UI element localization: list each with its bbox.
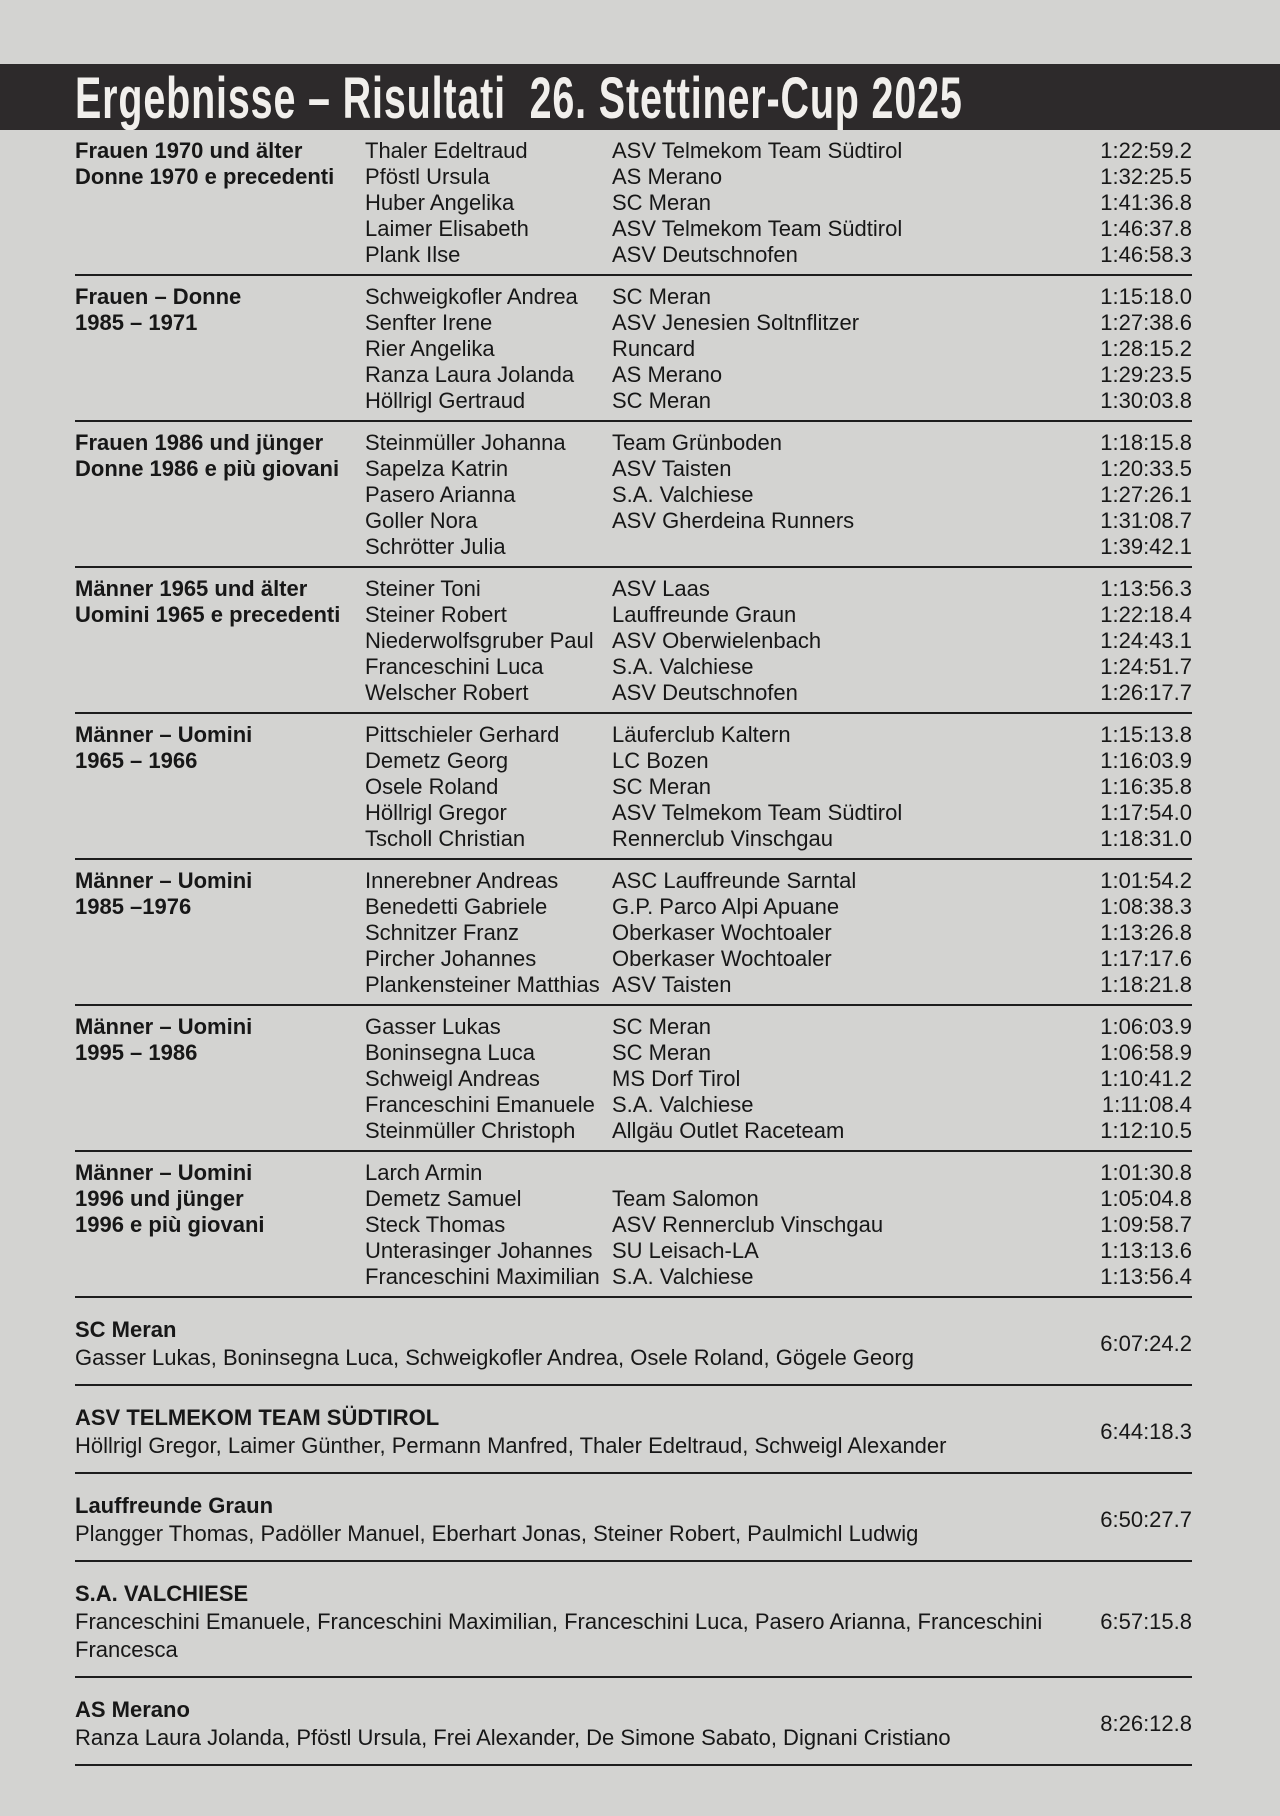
team-members: Ranza Laura Jolanda, Pföstl Ursula, Frei Alexander, De Simone Sabato, Dignani Cristiano [75, 1725, 951, 1750]
result-row [365, 430, 1192, 456]
runner-team: Läuferclub Kaltern [612, 722, 791, 747]
result-row [365, 482, 1192, 508]
team-total-time: 6:07:24.2 [1100, 1331, 1192, 1356]
team-total-time: 6:50:27.7 [1100, 1507, 1192, 1532]
category-section [75, 568, 1192, 712]
result-row [365, 748, 1192, 774]
result-row [365, 800, 1192, 826]
runner-team: SC Meran [612, 190, 712, 215]
runner-time: 1:27:38.6 [1100, 310, 1192, 335]
result-rows [365, 284, 1192, 414]
runner-team: Team Salomon [612, 1186, 759, 1211]
category-line: Männer – Uomini [75, 1160, 253, 1185]
runner-time: 1:08:38.3 [1100, 894, 1192, 919]
runner-time: 1:13:56.4 [1100, 1264, 1192, 1289]
category-line: 1985 – 1971 [75, 310, 198, 335]
result-row [365, 972, 1192, 998]
result-row [365, 138, 1192, 164]
category-label [75, 284, 365, 414]
runner-time: 1:12:10.5 [1100, 1118, 1192, 1143]
category-label [75, 430, 365, 560]
runner-team: S.A. Valchiese [612, 1092, 754, 1117]
runner-name: Demetz Georg [365, 748, 509, 773]
runner-name: Steinmüller Christoph [365, 1118, 576, 1143]
team-result-block [75, 1678, 1192, 1764]
runner-time: 1:46:58.3 [1100, 242, 1192, 267]
category-line: Männer – Uomini [75, 722, 253, 747]
runner-team: ASC Lauffreunde Sarntal [612, 868, 857, 893]
category-section [75, 1152, 1192, 1296]
runner-name: Plankensteiner Matthias [365, 972, 600, 997]
team-results [75, 1298, 1192, 1766]
category-section [75, 422, 1192, 566]
team-total-time: 8:26:12.8 [1100, 1711, 1192, 1736]
result-row [365, 894, 1192, 920]
team-result-block [75, 1298, 1192, 1384]
runner-team: ASV Telmekom Team Südtirol [612, 800, 903, 825]
runner-name: Larch Armin [365, 1160, 483, 1185]
runner-team: Oberkaser Wochtoaler [612, 920, 832, 945]
result-row [365, 576, 1192, 602]
runner-time: 1:20:33.5 [1100, 456, 1192, 481]
category-section [75, 276, 1192, 420]
runner-team: Oberkaser Wochtoaler [612, 946, 832, 971]
runner-time: 1:11:08.4 [1101, 1092, 1192, 1117]
result-row [365, 1118, 1192, 1144]
runner-name: Plank Ilse [365, 242, 461, 267]
result-row [365, 1186, 1192, 1212]
runner-name: Unterasinger Johannes [365, 1238, 593, 1263]
runner-name: Franceschini Emanuele [365, 1092, 595, 1117]
runner-name: Pföstl Ursula [365, 164, 490, 189]
team-name: SC Meran [75, 1317, 177, 1342]
result-row [365, 868, 1192, 894]
runner-time: 1:46:37.8 [1100, 216, 1192, 241]
category-line: Männer – Uomini [75, 868, 253, 893]
category-line: 1996 und jünger [75, 1186, 244, 1211]
result-row [365, 284, 1192, 310]
runner-name: Schweigl Andreas [365, 1066, 540, 1091]
category-line: 1965 – 1966 [75, 748, 198, 773]
team-name: ASV TELMEKOM TEAM SÜDTIROL [75, 1405, 440, 1430]
runner-time: 1:41:36.8 [1100, 190, 1192, 215]
category-section [75, 130, 1192, 274]
result-row [365, 680, 1192, 706]
result-rows [365, 1014, 1192, 1144]
top-margin [0, 0, 1280, 64]
result-rows [365, 138, 1192, 268]
result-rows [365, 430, 1192, 560]
team-result-block [75, 1386, 1192, 1472]
team-members: Plangger Thomas, Padöller Manuel, Eberhart Jonas, Steiner Robert, Paulmichl Ludwig [75, 1521, 919, 1546]
runner-time: 1:32:25.5 [1100, 164, 1192, 189]
runner-name: Steinmüller Johanna [365, 430, 566, 455]
category-label [75, 138, 365, 268]
runner-team: ASV Deutschnofen [612, 242, 798, 267]
runner-name: Welscher Robert [365, 680, 529, 705]
category-label [75, 1160, 365, 1290]
result-rows [365, 576, 1192, 706]
team-info [75, 1404, 1077, 1460]
runner-time: 1:28:15.2 [1100, 336, 1192, 361]
team-name: Lauffreunde Graun [75, 1493, 274, 1518]
category-line: 1985 –1976 [75, 894, 192, 919]
runner-name: Huber Angelika [365, 190, 515, 215]
team-info [75, 1696, 1077, 1752]
runner-team: Lauffreunde Graun [612, 602, 797, 627]
runner-time: 1:06:58.9 [1100, 1040, 1192, 1065]
runner-team: S.A. Valchiese [612, 482, 754, 507]
result-row [365, 508, 1192, 534]
runner-team: ASV Telmekom Team Südtirol [612, 138, 903, 163]
runner-time: 1:13:13.6 [1100, 1238, 1192, 1263]
result-row [365, 1238, 1192, 1264]
team-result-block [75, 1474, 1192, 1560]
runner-time: 1:17:54.0 [1100, 800, 1192, 825]
runner-name: Pasero Arianna [365, 482, 516, 507]
runner-name: Steiner Robert [365, 602, 507, 627]
team-members: Gasser Lukas, Boninsegna Luca, Schweigkofler Andrea, Osele Roland, Gögele Georg [75, 1345, 914, 1370]
result-row [365, 628, 1192, 654]
runner-name: Höllrigl Gertraud [365, 388, 526, 413]
result-row [365, 920, 1192, 946]
result-row [365, 1066, 1192, 1092]
team-total-time: 6:57:15.8 [1100, 1609, 1192, 1634]
runner-team [612, 534, 1077, 560]
runner-name: Thaler Edeltraud [365, 138, 528, 163]
runner-time: 1:01:30.8 [1100, 1160, 1192, 1185]
runner-time: 1:18:15.8 [1100, 430, 1192, 455]
runner-time: 1:05:04.8 [1100, 1186, 1192, 1211]
runner-name: Schnitzer Franz [365, 920, 520, 945]
result-row [365, 336, 1192, 362]
result-row [365, 456, 1192, 482]
runner-time: 1:16:03.9 [1100, 748, 1192, 773]
runner-time: 1:22:18.4 [1100, 602, 1192, 627]
runner-name: Ranza Laura Jolanda [365, 362, 575, 387]
section-divider [75, 1764, 1192, 1766]
runner-time: 1:30:03.8 [1100, 388, 1192, 413]
runner-time: 1:29:23.5 [1100, 362, 1192, 387]
runner-name: Sapelza Katrin [365, 456, 509, 481]
category-sections [75, 130, 1192, 1298]
category-section [75, 1006, 1192, 1150]
result-row [365, 190, 1192, 216]
category-label [75, 1014, 365, 1144]
team-members: Franceschini Emanuele, Franceschini Maximilian, Franceschini Luca, Pasero Arianna, Franceschini Francesca [75, 1609, 1043, 1662]
runner-team: SC Meran [612, 774, 712, 799]
runner-name: Senfter Irene [365, 310, 493, 335]
category-line: Männer – Uomini [75, 1014, 253, 1039]
result-row [365, 1040, 1192, 1066]
runner-team: ASV Gherdeina Runners [612, 508, 855, 533]
category-line: Frauen 1970 und älter [75, 138, 303, 163]
category-line: Frauen – Donne [75, 284, 242, 309]
runner-name: Laimer Elisabeth [365, 216, 529, 241]
runner-time: 1:15:18.0 [1100, 284, 1192, 309]
runner-team: AS Merano [612, 362, 723, 387]
team-total-time: 6:44:18.3 [1100, 1419, 1192, 1444]
runner-time: 1:01:54.2 [1100, 868, 1192, 893]
result-row [365, 946, 1192, 972]
runner-name: Tscholl Christian [365, 826, 526, 851]
runner-time: 1:22:59.2 [1100, 138, 1192, 163]
runner-name: Franceschini Maximilian [365, 1264, 600, 1289]
runner-time: 1:18:21.8 [1100, 972, 1192, 997]
runner-name: Gasser Lukas [365, 1014, 501, 1039]
result-row [365, 164, 1192, 190]
runner-team: ASV Laas [612, 576, 710, 601]
result-row [365, 388, 1192, 414]
category-line: Männer 1965 und älter [75, 576, 308, 601]
runner-team: ASV Rennerclub Vinschgau [612, 1212, 884, 1237]
result-row [365, 1264, 1192, 1290]
runner-time: 1:39:42.1 [1100, 534, 1192, 559]
runner-name: Pircher Johannes [365, 946, 537, 971]
runner-name: Steck Thomas [365, 1212, 506, 1237]
runner-name: Franceschini Luca [365, 654, 544, 679]
runner-time: 1:10:41.2 [1100, 1066, 1192, 1091]
runner-name: Schrötter Julia [365, 534, 506, 559]
category-line: Donne 1986 e più giovani [75, 456, 340, 481]
runner-name: Schweigkofler Andrea [365, 284, 578, 309]
runner-team: Team Grünboden [612, 430, 782, 455]
result-row [365, 1160, 1192, 1186]
team-info [75, 1492, 1077, 1548]
runner-team: SC Meran [612, 1040, 712, 1065]
result-rows [365, 1160, 1192, 1290]
runner-team: SC Meran [612, 284, 712, 309]
result-row [365, 534, 1192, 560]
runner-time: 1:13:56.3 [1100, 576, 1192, 601]
result-row [365, 242, 1192, 268]
runner-time: 1:18:31.0 [1100, 826, 1192, 851]
header-bar [0, 64, 1280, 130]
runner-name: Demetz Samuel [365, 1186, 522, 1211]
runner-team: G.P. Parco Alpi Apuane [612, 894, 840, 919]
result-row [365, 362, 1192, 388]
runner-team: S.A. Valchiese [612, 654, 754, 679]
runner-time: 1:09:58.7 [1100, 1212, 1192, 1237]
runner-team: AS Merano [612, 164, 723, 189]
result-row [365, 826, 1192, 852]
category-line: Donne 1970 e precedenti [75, 164, 335, 189]
runner-team: LC Bozen [612, 748, 709, 773]
runner-team: Runcard [612, 336, 696, 361]
runner-team: ASV Jenesien Soltnflitzer [612, 310, 860, 335]
runner-time: 1:16:35.8 [1100, 774, 1192, 799]
result-row [365, 774, 1192, 800]
runner-name: Höllrigl Gregor [365, 800, 507, 825]
runner-name: Goller Nora [365, 508, 478, 533]
runner-team: Rennerclub Vinschgau [612, 826, 833, 851]
result-rows [365, 722, 1192, 852]
runner-team: MS Dorf Tirol [612, 1066, 741, 1091]
category-section [75, 714, 1192, 858]
result-row [365, 602, 1192, 628]
team-info [75, 1580, 1077, 1664]
runner-team: S.A. Valchiese [612, 1264, 754, 1289]
runner-time: 1:06:03.9 [1100, 1014, 1192, 1039]
team-members: Höllrigl Gregor, Laimer Günther, Permann Manfred, Thaler Edeltraud, Schweigl Alexander [75, 1433, 947, 1458]
team-info [75, 1316, 1077, 1372]
runner-time: 1:13:26.8 [1100, 920, 1192, 945]
team-result-block [75, 1562, 1192, 1676]
runner-time: 1:15:13.8 [1100, 722, 1192, 747]
category-line: Uomini 1965 e precedenti [75, 602, 341, 627]
category-line: 1995 – 1986 [75, 1040, 198, 1065]
runner-team: ASV Deutschnofen [612, 680, 798, 705]
results-content [75, 130, 1192, 1766]
category-line: 1996 e più giovani [75, 1212, 265, 1237]
runner-time: 1:31:08.7 [1100, 508, 1192, 533]
runner-name: Benedetti Gabriele [365, 894, 548, 919]
result-rows [365, 868, 1192, 998]
runner-team: ASV Oberwielenbach [612, 628, 822, 653]
runner-name: Niederwolfsgruber Paul [365, 628, 594, 653]
runner-time: 1:17:17.6 [1100, 946, 1192, 971]
runner-time: 1:24:51.7 [1100, 654, 1192, 679]
runner-name: Steiner Toni [365, 576, 481, 601]
category-label [75, 868, 365, 998]
runner-team: SC Meran [612, 388, 712, 413]
runner-name: Rier Angelika [365, 336, 495, 361]
team-name: AS Merano [75, 1697, 190, 1722]
result-row [365, 654, 1192, 680]
runner-team: ASV Telmekom Team Südtirol [612, 216, 903, 241]
result-row [365, 310, 1192, 336]
result-row [365, 216, 1192, 242]
runner-name: Pittschieler Gerhard [365, 722, 560, 747]
runner-team: SU Leisach-LA [612, 1238, 759, 1263]
runner-team: ASV Taisten [612, 972, 732, 997]
result-row [365, 1092, 1192, 1118]
runner-team [612, 1160, 1077, 1186]
category-line: Frauen 1986 und jünger [75, 430, 324, 455]
result-row [365, 722, 1192, 748]
result-row [365, 1014, 1192, 1040]
category-label [75, 722, 365, 852]
category-label [75, 576, 365, 706]
page-title: Ergebnisse – Risultati 26. Stettiner-Cup 2025 [75, 64, 963, 130]
runner-name: Boninsegna Luca [365, 1040, 536, 1065]
category-section [75, 860, 1192, 1004]
runner-team: SC Meran [612, 1014, 712, 1039]
runner-time: 1:27:26.1 [1100, 482, 1192, 507]
runner-name: Innerebner Andreas [365, 868, 559, 893]
runner-name: Osele Roland [365, 774, 499, 799]
runner-time: 1:24:43.1 [1100, 628, 1192, 653]
result-row [365, 1212, 1192, 1238]
runner-team: ASV Taisten [612, 456, 732, 481]
runner-team: Allgäu Outlet Raceteam [612, 1118, 845, 1143]
team-name: S.A. VALCHIESE [75, 1581, 249, 1606]
runner-time: 1:26:17.7 [1100, 680, 1192, 705]
